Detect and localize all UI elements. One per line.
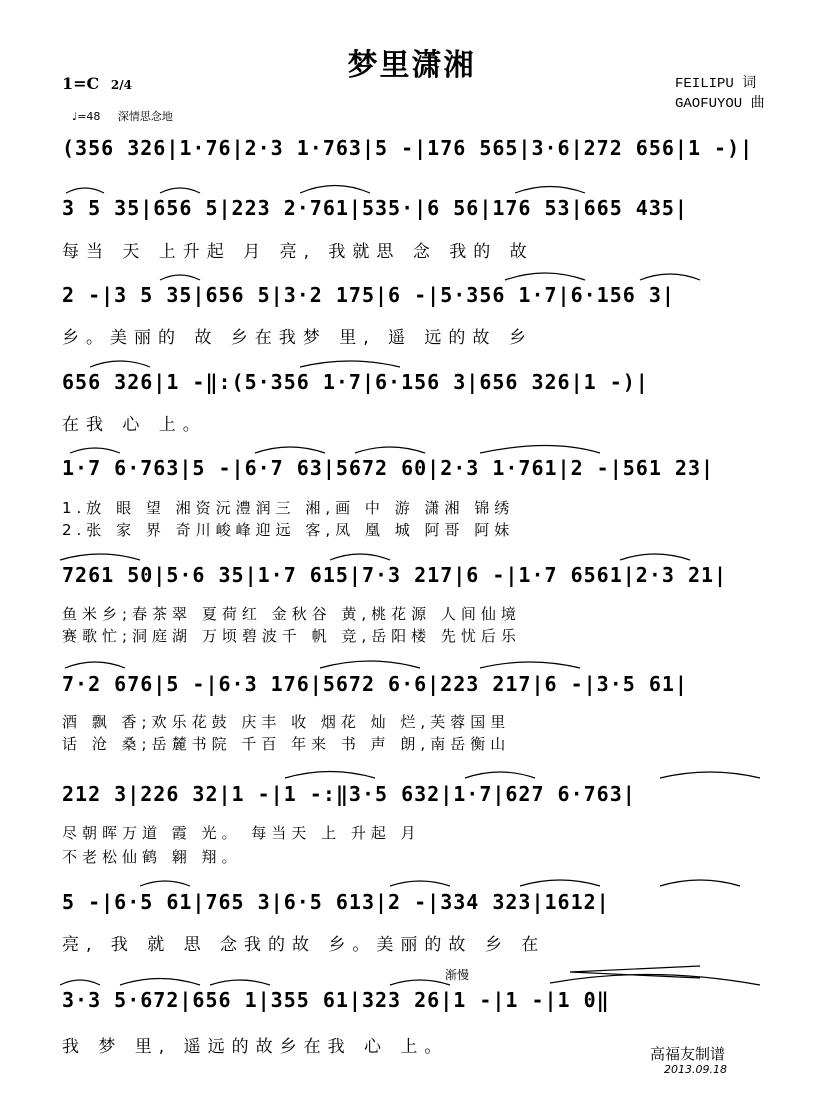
system-4-lyrics: 在我 心 上。 — [62, 415, 207, 435]
slur-arc — [60, 980, 100, 985]
slur-arc — [390, 881, 450, 886]
slur-arc — [620, 554, 690, 560]
slur-arc — [520, 880, 600, 886]
system-7-lyrics-verse-1: 酒 飘 香;欢乐花鼓 庆丰 收 烟花 灿 烂,芙蓉国里 — [62, 713, 511, 731]
system-5-lyrics-verse-1: 1.放 眼 望 湘资沅澧润三 湘,画 中 游 潇湘 锦绣 — [62, 499, 515, 517]
slur-arc — [140, 881, 190, 886]
system-8-lyrics-verse-2: 不老松仙鹤 翱 翔。 — [62, 848, 242, 866]
slur-arc — [640, 274, 700, 280]
slur-arc — [300, 186, 370, 194]
system-3-lyrics: 乡。美丽的 故 乡在我梦 里, 遥 远的故 乡 — [62, 328, 533, 348]
system-3-notes: 2 -|3 5 35|656 5|3·2 175|6 -|5·356 1·7|6·156 3| — [62, 283, 675, 307]
slur-arc — [120, 979, 200, 986]
slur-arc — [505, 273, 585, 280]
slur-arc — [300, 361, 400, 367]
slur-arc — [515, 187, 585, 194]
slur-arc — [160, 188, 200, 193]
slur-arc — [66, 188, 104, 193]
system-7-lyrics-verse-2: 话 沧 桑;岳麓书院 千百 年来 书 声 朗,南岳衡山 — [62, 735, 511, 753]
slur-arc — [60, 554, 140, 560]
system-7-notes: 7·2 676|5 -|6·3 176|5672 6·6|223 217|6 -|3·5 61| — [62, 672, 688, 696]
slur-arc — [355, 447, 425, 453]
page-title: 梦里潇湘 — [347, 48, 476, 83]
expression-marking: 深情思念地 — [117, 110, 173, 123]
system-5-notes: 1·7 6·763|5 -|6·7 63|5672 60|2·3 1·761|2 -|561 23| — [62, 456, 715, 480]
composer-credit: GAOFUYOU 曲 — [675, 96, 765, 112]
system-8-notes: 212 3|226 32|1 -|1 -:‖3·5 632|1·7|627 6·763| — [62, 782, 636, 806]
system-4-notes: 656 326|1 -‖:(5·356 1·7|6·156 3|656 326|1 -)| — [62, 370, 649, 394]
ritardando-marking: 渐慢 — [445, 968, 470, 982]
tempo-value: ♩=48 — [72, 110, 101, 123]
system-10-notes: 3·3 5·672|656 1|355 61|323 26|1 -|1 -|1 0‖ — [62, 988, 610, 1012]
system-2-lyrics: 每当 天 上升起 月 亮, 我就思 念 我的 故 — [62, 242, 534, 262]
system-6-notes: 7261 50|5·6 35|1·7 615|7·3 217|6 -|1·7 6561|2·3 21| — [62, 563, 728, 587]
system-8-lyrics-verse-1: 尽朝晖万道 霞 光。 每当天 上 升起 月 — [62, 824, 421, 842]
system-9-lyrics: 亮, 我 就 思 念我的故 乡。美丽的故 乡 在 — [62, 935, 546, 955]
system-1-notes: (356 326|1·76|2·3 1·763|5 -|176 565|3·6|272 656|1 -)| — [62, 136, 754, 160]
time-signature: 2/4 — [110, 78, 132, 92]
system-9-notes: 5 -|6·5 61|765 3|6·5 613|2 -|334 323|1612| — [62, 890, 610, 914]
slur-arc — [390, 980, 450, 985]
slur-arc — [480, 446, 600, 454]
system-10-lyrics: 我 梦 里, 遥远的故乡在我 心 上。 — [62, 1037, 449, 1057]
slur-arc — [320, 661, 420, 668]
system-2-notes: 3 5 35|656 5|223 2·761|535·|6 56|176 53|665 435| — [62, 196, 688, 220]
lyricist-credit: FEILIPU 词 — [675, 76, 757, 92]
slur-arc — [160, 275, 200, 280]
slur-arc — [660, 772, 760, 778]
system-6-lyrics-verse-1: 鱼米乡;春茶翠 夏荷红 金秋谷 黄,桃花源 人间仙境 — [62, 605, 521, 623]
slur-arc — [255, 447, 325, 453]
slur-arc — [70, 448, 120, 453]
decrescendo-hairpin — [570, 966, 700, 978]
system-5-lyrics-verse-2: 2.张 家 界 奇川峻峰迎远 客,凤 凰 城 阿哥 阿妹 — [62, 521, 515, 539]
arranger-credit: 高福友制谱 — [650, 1045, 726, 1063]
slur-arc — [480, 662, 580, 668]
slur-arc — [65, 662, 125, 668]
arrangement-date: 2013.09.18 — [664, 1063, 727, 1076]
slur-arc — [285, 772, 375, 779]
slur-arc — [465, 772, 535, 778]
slur-arc — [210, 980, 270, 985]
slur-arc — [330, 554, 390, 560]
system-6-lyrics-verse-2: 赛歌忙;洞庭湖 万顷碧波千 帆 竞,岳阳楼 先忧后乐 — [62, 627, 521, 645]
slur-arc — [90, 361, 150, 367]
slur-arc — [660, 880, 740, 886]
key-label: 1=C — [62, 74, 100, 93]
